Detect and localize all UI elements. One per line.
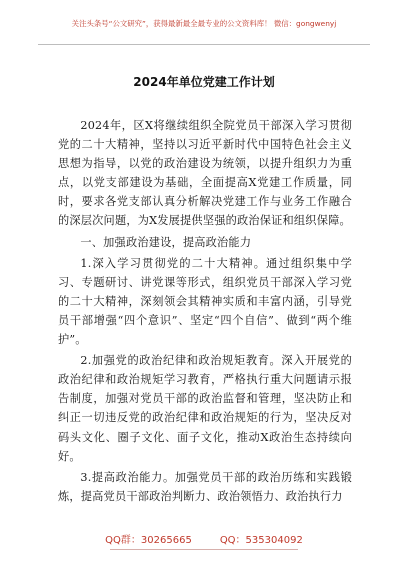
- body-paragraph: 1.深入学习贯彻党的二十大精神。通过组织集中学习、专题研讨、讲党课等形式，组织党员干部深入学习党的二十大精神，深刻领会其精神实质和丰富内涵，引导党员干部增强“四个意识”、坚定“四个自信”、做到“两个维护”。: [58, 256, 352, 347]
- body-paragraph: 2.加强党的政治纪律和政治规矩教育。深入开展党的政治纪律和政治规矩学习教育，严格执行重大问题请示报告制度，加强对党员干部的政治监督和管理，坚决防止和纠正一切违反党的政治纪律和政治规矩的行为，坚决反对码头文化、圈子文化、面子文化，推动X政治生态持续向好。: [58, 354, 352, 463]
- body-paragraph: 3.提高政治能力。加强党员干部的政治历练和实践锻炼，提高党员干部政治判断力、政治领悟力、政治执行力: [58, 470, 352, 503]
- intro-paragraph: 2024年，区X将继续组织全院党员干部深入学习贯彻党的二十大精神，坚持以习近平新时代中国特色社会主义思想为指导，以党的政治建设为统领，以提升组织力为重点，以党支部建设为基础，全面提高X党建工作质量，同时，要求各党支部认真分析解决党建工作与业务工作融合的深层次问题，为X发展提供坚强的政治保证和组织保障。: [58, 119, 352, 228]
- footer-underline: [110, 549, 298, 550]
- header-divider: [38, 44, 370, 45]
- footer-qq-group: QQ群：30265665: [105, 535, 192, 546]
- header-note: 关注头条号“公文研究”，获得最新最全最专业的公文资料库！ 微信：gongwenyj: [71, 19, 337, 28]
- document-title: 2024年单位党建工作计划: [133, 75, 275, 89]
- document-body: [58, 116, 352, 506]
- footer-contact: [0, 531, 408, 546]
- footer-qq: QQ：535304092: [219, 535, 303, 546]
- section-heading: 一、加强政治建设，提高政治能力: [80, 235, 252, 249]
